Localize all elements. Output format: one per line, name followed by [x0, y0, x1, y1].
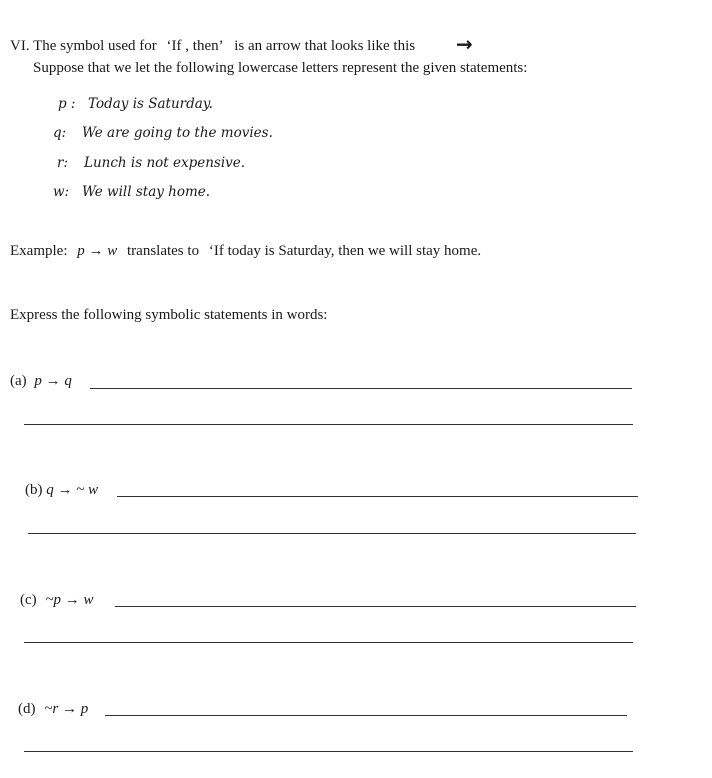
answer-line-b2[interactable] — [28, 533, 636, 534]
definition-statement-q: We are going to the movies. — [82, 125, 273, 141]
answer-line-a2[interactable] — [24, 424, 633, 425]
section-heading — [10, 38, 415, 55]
exercise-d — [18, 701, 88, 718]
exercise-b — [25, 482, 98, 499]
example-symbolic: p → w — [77, 243, 118, 259]
answer-line-c2[interactable] — [24, 642, 633, 643]
example-line — [10, 243, 481, 260]
section-numeral: VI. — [10, 38, 30, 54]
answer-line-d2[interactable] — [24, 751, 633, 752]
instruction-text: Express the following symbolic statements in words: — [10, 307, 328, 323]
quote-if: ‘If , — [166, 38, 190, 54]
definition-letter-w: w: — [53, 184, 70, 200]
answer-line-b1[interactable] — [117, 496, 638, 497]
exercise-label: (a) — [10, 373, 27, 389]
exercise-expr: ~r → p — [44, 701, 89, 717]
exercise-expr: q → ~ w — [46, 482, 99, 498]
definition-letter-p: p : — [58, 96, 76, 112]
exercise-c — [20, 592, 94, 609]
exercise-expr: p → q — [34, 373, 72, 389]
definition-letter-r: r: — [57, 155, 69, 171]
intro-after: is an arrow that looks like this — [234, 38, 416, 54]
exercise-expr: ~p → w — [45, 592, 94, 608]
quote-then: then’ — [192, 38, 223, 54]
exercise-label: (c) — [20, 592, 37, 608]
answer-line-d1[interactable] — [105, 715, 627, 716]
intro-before: The symbol used for — [33, 38, 157, 54]
exercise-a — [10, 373, 72, 390]
definition-statement-r: Lunch is not expensive. — [84, 155, 246, 171]
definition-statement-p: Today is Saturday. — [88, 96, 213, 112]
exercise-label: (b) — [25, 482, 43, 498]
example-middle: translates to — [127, 243, 200, 259]
definition-letter-q: q: — [53, 125, 67, 141]
example-label: Example: — [10, 243, 68, 259]
suppose-text: Suppose that we let the following lowercase letters represent the given statements: — [33, 60, 528, 76]
example-translation: ‘If today is Saturday, then we will stay home. — [208, 243, 482, 259]
definition-statement-w: We will stay home. — [82, 184, 211, 200]
answer-line-c1[interactable] — [115, 606, 636, 607]
arrow-icon: → — [456, 32, 473, 56]
exercise-label: (d) — [18, 701, 36, 717]
answer-line-a1[interactable] — [90, 388, 632, 389]
